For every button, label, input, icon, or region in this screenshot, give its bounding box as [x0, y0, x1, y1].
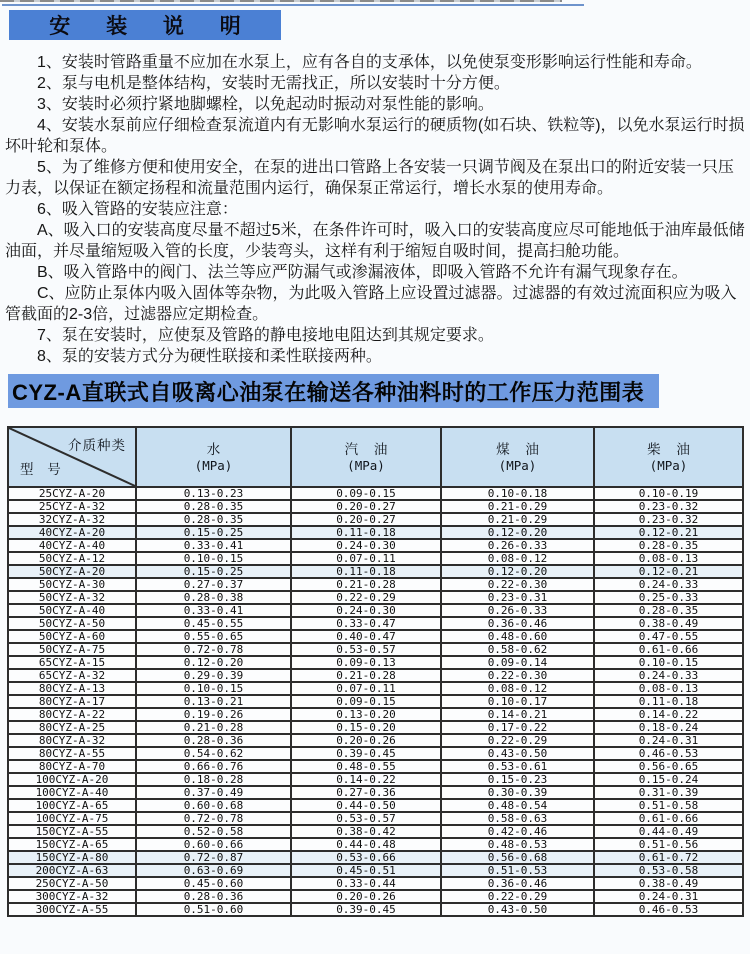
model-cell: 80CYZ-A-17	[8, 695, 136, 708]
water-cell: 0.66-0.76	[136, 760, 291, 773]
kerosene-cell: 0.48-0.53	[441, 838, 594, 851]
water-cell: 0.60-0.68	[136, 799, 291, 812]
table-row	[8, 903, 743, 916]
kerosene-cell: 0.30-0.39	[441, 786, 594, 799]
diesel-cell: 0.10-0.19	[594, 487, 743, 500]
installation-paragraphs	[5, 52, 746, 367]
diesel-cell: 0.46-0.53	[594, 747, 743, 760]
table-row	[8, 526, 743, 539]
model-cell: 80CYZ-A-55	[8, 747, 136, 760]
table-row	[8, 864, 743, 877]
gasoline-cell: 0.39-0.45	[291, 903, 441, 916]
gasoline-cell: 0.07-0.11	[291, 682, 441, 695]
gasoline-cell: 0.20-0.26	[291, 734, 441, 747]
table-row	[8, 565, 743, 578]
pressure-table-title: CYZ-A直联式自吸离心油泵在输送各种油料时的工作压力范围表	[12, 379, 645, 405]
pressure-table-title-banner	[8, 374, 659, 408]
model-cell: 50CYZ-A-12	[8, 552, 136, 565]
gasoline-cell: 0.33-0.47	[291, 617, 441, 630]
kerosene-cell: 0.21-0.29	[441, 500, 594, 513]
gasoline-cell: 0.53-0.57	[291, 812, 441, 825]
table-row	[8, 578, 743, 591]
table-row	[8, 786, 743, 799]
water-cell: 0.27-0.37	[136, 578, 291, 591]
model-cell: 80CYZ-A-25	[8, 721, 136, 734]
table-row	[8, 825, 743, 838]
model-cell: 100CYZ-A-75	[8, 812, 136, 825]
model-cell: 80CYZ-A-13	[8, 682, 136, 695]
water-cell: 0.72-0.78	[136, 812, 291, 825]
diesel-cell: 0.61-0.72	[594, 851, 743, 864]
gasoline-cell: 0.20-0.27	[291, 500, 441, 513]
diesel-cell: 0.12-0.21	[594, 565, 743, 578]
installation-title: 安 装 说 明	[49, 15, 256, 38]
column-header-gasoline-unit: (MPa)	[347, 457, 385, 473]
water-cell: 0.28-0.35	[136, 513, 291, 526]
scan-artifact-line	[0, 0, 562, 2]
diesel-cell: 0.38-0.49	[594, 877, 743, 890]
column-header-water	[136, 427, 291, 487]
column-header-diesel	[594, 427, 743, 487]
model-cell: 150CYZ-A-80	[8, 851, 136, 864]
water-cell: 0.12-0.20	[136, 656, 291, 669]
diesel-cell: 0.44-0.49	[594, 825, 743, 838]
diesel-cell: 0.28-0.35	[594, 539, 743, 552]
table-row	[8, 760, 743, 773]
pressure-table-body	[8, 487, 743, 916]
diesel-cell: 0.51-0.56	[594, 838, 743, 851]
water-cell: 0.63-0.69	[136, 864, 291, 877]
water-cell: 0.28-0.38	[136, 591, 291, 604]
scan-artifact-blue-line	[2, 4, 584, 6]
water-cell: 0.13-0.23	[136, 487, 291, 500]
model-cell: 25CYZ-A-32	[8, 500, 136, 513]
diesel-cell: 0.11-0.18	[594, 695, 743, 708]
model-cell: 25CYZ-A-20	[8, 487, 136, 500]
kerosene-cell: 0.12-0.20	[441, 565, 594, 578]
water-cell: 0.10-0.15	[136, 552, 291, 565]
model-cell: 100CYZ-A-40	[8, 786, 136, 799]
table-row	[8, 630, 743, 643]
model-cell: 65CYZ-A-32	[8, 669, 136, 682]
table-row	[8, 552, 743, 565]
model-cell: 50CYZ-A-40	[8, 604, 136, 617]
installation-paragraph: 4、安装水泵前应仔细检查泵流道内有无影响水泵运行的硬质物(如石块、铁粒等)，以免水泵运行时损坏叶轮和泵体。	[5, 117, 745, 155]
model-cell: 200CYZ-A-63	[8, 864, 136, 877]
kerosene-cell: 0.56-0.68	[441, 851, 594, 864]
column-header-water-unit: (MPa)	[194, 457, 233, 473]
kerosene-cell: 0.09-0.14	[441, 656, 594, 669]
water-cell: 0.54-0.62	[136, 747, 291, 760]
model-cell: 50CYZ-A-32	[8, 591, 136, 604]
diesel-cell: 0.15-0.24	[594, 773, 743, 786]
diesel-cell: 0.51-0.58	[594, 799, 743, 812]
diesel-cell: 0.38-0.49	[594, 617, 743, 630]
table-row	[8, 591, 743, 604]
diesel-cell: 0.10-0.15	[594, 656, 743, 669]
water-cell: 0.21-0.28	[136, 721, 291, 734]
table-corner-cell	[8, 427, 136, 487]
diesel-cell: 0.18-0.24	[594, 721, 743, 734]
gasoline-cell: 0.39-0.45	[291, 747, 441, 760]
gasoline-cell: 0.07-0.11	[291, 552, 441, 565]
gasoline-cell: 0.53-0.57	[291, 643, 441, 656]
table-row	[8, 890, 743, 903]
column-header-kerosene-unit: (MPa)	[498, 457, 537, 473]
diesel-cell: 0.23-0.32	[594, 513, 743, 526]
kerosene-cell: 0.10-0.17	[441, 695, 594, 708]
diesel-cell: 0.08-0.13	[594, 552, 743, 565]
kerosene-cell: 0.15-0.23	[441, 773, 594, 786]
kerosene-cell: 0.23-0.31	[441, 591, 594, 604]
table-row	[8, 539, 743, 552]
column-header-water-label: 水	[206, 441, 227, 457]
column-header-diesel-unit: (MPa)	[649, 457, 688, 473]
gasoline-cell: 0.44-0.48	[291, 838, 441, 851]
diesel-cell: 0.23-0.32	[594, 500, 743, 513]
model-cell: 150CYZ-A-65	[8, 838, 136, 851]
table-row	[8, 617, 743, 630]
diesel-cell: 0.46-0.53	[594, 903, 743, 916]
water-cell: 0.33-0.41	[136, 604, 291, 617]
gasoline-cell: 0.13-0.20	[291, 708, 441, 721]
table-header-row	[8, 427, 743, 487]
installation-paragraph: 6、吸入管路的安装应注意：	[37, 201, 238, 218]
gasoline-cell: 0.53-0.66	[291, 851, 441, 864]
table-row	[8, 656, 743, 669]
kerosene-cell: 0.58-0.63	[441, 812, 594, 825]
gasoline-cell: 0.20-0.27	[291, 513, 441, 526]
model-cell: 150CYZ-A-55	[8, 825, 136, 838]
water-cell: 0.72-0.87	[136, 851, 291, 864]
kerosene-cell: 0.58-0.62	[441, 643, 594, 656]
water-cell: 0.52-0.58	[136, 825, 291, 838]
kerosene-cell: 0.43-0.50	[441, 903, 594, 916]
gasoline-cell: 0.09-0.15	[291, 487, 441, 500]
table-row	[8, 812, 743, 825]
table-row	[8, 838, 743, 851]
model-cell: 80CYZ-A-70	[8, 760, 136, 773]
diesel-cell: 0.61-0.66	[594, 812, 743, 825]
column-header-kerosene-label: 煤 油	[496, 441, 545, 457]
diesel-cell: 0.47-0.55	[594, 630, 743, 643]
column-header-gasoline-label: 汽 油	[344, 441, 394, 457]
corner-label-media-type: 介质种类	[68, 438, 126, 453]
water-cell: 0.29-0.39	[136, 669, 291, 682]
model-cell: 80CYZ-A-22	[8, 708, 136, 721]
diesel-cell: 0.25-0.33	[594, 591, 743, 604]
kerosene-cell: 0.43-0.50	[441, 747, 594, 760]
diesel-cell: 0.24-0.33	[594, 669, 743, 682]
table-row	[8, 734, 743, 747]
installation-title-banner	[9, 10, 281, 40]
kerosene-cell: 0.26-0.33	[441, 604, 594, 617]
table-row	[8, 500, 743, 513]
table-row	[8, 682, 743, 695]
water-cell: 0.28-0.35	[136, 500, 291, 513]
water-cell: 0.10-0.15	[136, 682, 291, 695]
model-cell: 80CYZ-A-32	[8, 734, 136, 747]
gasoline-cell: 0.40-0.47	[291, 630, 441, 643]
model-cell: 65CYZ-A-15	[8, 656, 136, 669]
diesel-cell: 0.24-0.31	[594, 734, 743, 747]
table-row	[8, 773, 743, 786]
diesel-cell: 0.12-0.21	[594, 526, 743, 539]
table-row	[8, 747, 743, 760]
kerosene-cell: 0.36-0.46	[441, 877, 594, 890]
water-cell: 0.18-0.28	[136, 773, 291, 786]
installation-paragraph: B、吸入管路中的阀门、法兰等应严防漏气或渗漏液体，即吸入管路不允许有漏气现象存在。	[37, 264, 688, 281]
kerosene-cell: 0.12-0.20	[441, 526, 594, 539]
diesel-cell: 0.14-0.22	[594, 708, 743, 721]
gasoline-cell: 0.14-0.22	[291, 773, 441, 786]
pressure-range-table	[7, 426, 744, 917]
gasoline-cell: 0.21-0.28	[291, 578, 441, 591]
diesel-cell: 0.24-0.33	[594, 578, 743, 591]
table-row	[8, 799, 743, 812]
gasoline-cell: 0.11-0.18	[291, 526, 441, 539]
column-header-diesel-label: 柴 油	[647, 441, 696, 457]
installation-paragraph: 2、泵与电机是整体结构，安装时无需找正，所以安装时十分方便。	[37, 75, 510, 92]
gasoline-cell: 0.24-0.30	[291, 604, 441, 617]
gasoline-cell: 0.21-0.28	[291, 669, 441, 682]
gasoline-cell: 0.48-0.55	[291, 760, 441, 773]
kerosene-cell: 0.53-0.61	[441, 760, 594, 773]
water-cell: 0.13-0.21	[136, 695, 291, 708]
gasoline-cell: 0.44-0.50	[291, 799, 441, 812]
water-cell: 0.33-0.41	[136, 539, 291, 552]
table-row	[8, 695, 743, 708]
installation-paragraph: 7、泵在安装时，应使泵及管路的静电接地电阻达到其规定要求。	[37, 327, 494, 344]
water-cell: 0.37-0.49	[136, 786, 291, 799]
model-cell: 40CYZ-A-40	[8, 539, 136, 552]
model-cell: 100CYZ-A-65	[8, 799, 136, 812]
kerosene-cell: 0.08-0.12	[441, 682, 594, 695]
gasoline-cell: 0.09-0.15	[291, 695, 441, 708]
kerosene-cell: 0.42-0.46	[441, 825, 594, 838]
model-cell: 50CYZ-A-50	[8, 617, 136, 630]
water-cell: 0.28-0.36	[136, 890, 291, 903]
kerosene-cell: 0.22-0.29	[441, 890, 594, 903]
diesel-cell: 0.28-0.35	[594, 604, 743, 617]
gasoline-cell: 0.20-0.26	[291, 890, 441, 903]
model-cell: 100CYZ-A-20	[8, 773, 136, 786]
water-cell: 0.45-0.55	[136, 617, 291, 630]
table-row	[8, 851, 743, 864]
table-row	[8, 604, 743, 617]
model-cell: 50CYZ-A-20	[8, 565, 136, 578]
water-cell: 0.72-0.78	[136, 643, 291, 656]
table-row	[8, 877, 743, 890]
gasoline-cell: 0.22-0.29	[291, 591, 441, 604]
gasoline-cell: 0.33-0.44	[291, 877, 441, 890]
installation-paragraph: 3、安装时必须拧紧地脚螺栓，以免起动时振动对泵性能的影响。	[37, 96, 494, 113]
installation-paragraph: A、吸入口的安装高度尽量不超过5米，在条件许可时，吸入口的安装高度应尽可能地低于油库最低储油面，并尽量缩短吸入管的长度，少装弯头，这样有利于缩短自吸时间，提高扫舱功能。	[5, 222, 745, 260]
diesel-cell: 0.24-0.31	[594, 890, 743, 903]
model-cell: 32CYZ-A-32	[8, 513, 136, 526]
water-cell: 0.60-0.66	[136, 838, 291, 851]
installation-paragraph: 5、为了维修方便和使用安全，在泵的进出口管路上各安装一只调节阀及在泵出口的附近安装一只压力表，以保证在额定扬程和流量范围内运行，确保泵正常运行，增长水泵的使用寿命。	[5, 159, 734, 197]
table-row	[8, 643, 743, 656]
gasoline-cell: 0.38-0.42	[291, 825, 441, 838]
kerosene-cell: 0.22-0.30	[441, 669, 594, 682]
kerosene-cell: 0.22-0.29	[441, 734, 594, 747]
diesel-cell: 0.53-0.58	[594, 864, 743, 877]
water-cell: 0.19-0.26	[136, 708, 291, 721]
kerosene-cell: 0.51-0.53	[441, 864, 594, 877]
model-cell: 250CYZ-A-50	[8, 877, 136, 890]
gasoline-cell: 0.11-0.18	[291, 565, 441, 578]
water-cell: 0.45-0.60	[136, 877, 291, 890]
model-cell: 40CYZ-A-20	[8, 526, 136, 539]
table-row	[8, 487, 743, 500]
table-row	[8, 708, 743, 721]
diesel-cell: 0.61-0.66	[594, 643, 743, 656]
model-cell: 50CYZ-A-60	[8, 630, 136, 643]
kerosene-cell: 0.17-0.22	[441, 721, 594, 734]
installation-paragraph: 1、安装时管路重量不应加在水泵上，应有各自的支承体，以免使泵变形影响运行性能和寿命。	[37, 54, 702, 71]
corner-label-model: 型 号	[20, 462, 66, 477]
water-cell: 0.51-0.60	[136, 903, 291, 916]
gasoline-cell: 0.45-0.51	[291, 864, 441, 877]
model-cell: 50CYZ-A-75	[8, 643, 136, 656]
installation-paragraph: C、应防止泵体内吸入固体等杂物，为此吸入管路上应设置过滤器。过滤器的有效过流面积应为吸入管截面的2-3倍，过滤器应定期检查。	[5, 285, 737, 323]
water-cell: 0.28-0.36	[136, 734, 291, 747]
model-cell: 300CYZ-A-55	[8, 903, 136, 916]
column-header-gasoline	[291, 427, 441, 487]
water-cell: 0.55-0.65	[136, 630, 291, 643]
kerosene-cell: 0.48-0.60	[441, 630, 594, 643]
kerosene-cell: 0.48-0.54	[441, 799, 594, 812]
kerosene-cell: 0.10-0.18	[441, 487, 594, 500]
table-row	[8, 669, 743, 682]
kerosene-cell: 0.08-0.12	[441, 552, 594, 565]
diesel-cell: 0.31-0.39	[594, 786, 743, 799]
diesel-cell: 0.56-0.65	[594, 760, 743, 773]
gasoline-cell: 0.09-0.13	[291, 656, 441, 669]
kerosene-cell: 0.14-0.21	[441, 708, 594, 721]
water-cell: 0.15-0.25	[136, 526, 291, 539]
gasoline-cell: 0.24-0.30	[291, 539, 441, 552]
model-cell: 300CYZ-A-32	[8, 890, 136, 903]
gasoline-cell: 0.15-0.20	[291, 721, 441, 734]
kerosene-cell: 0.22-0.30	[441, 578, 594, 591]
model-cell: 50CYZ-A-30	[8, 578, 136, 591]
water-cell: 0.15-0.25	[136, 565, 291, 578]
column-header-kerosene	[441, 427, 594, 487]
installation-paragraph: 8、泵的安装方式分为硬性联接和柔性联接两种。	[37, 348, 382, 365]
gasoline-cell: 0.27-0.36	[291, 786, 441, 799]
kerosene-cell: 0.26-0.33	[441, 539, 594, 552]
kerosene-cell: 0.36-0.46	[441, 617, 594, 630]
table-row	[8, 721, 743, 734]
table-row	[8, 513, 743, 526]
kerosene-cell: 0.21-0.29	[441, 513, 594, 526]
diesel-cell: 0.08-0.13	[594, 682, 743, 695]
